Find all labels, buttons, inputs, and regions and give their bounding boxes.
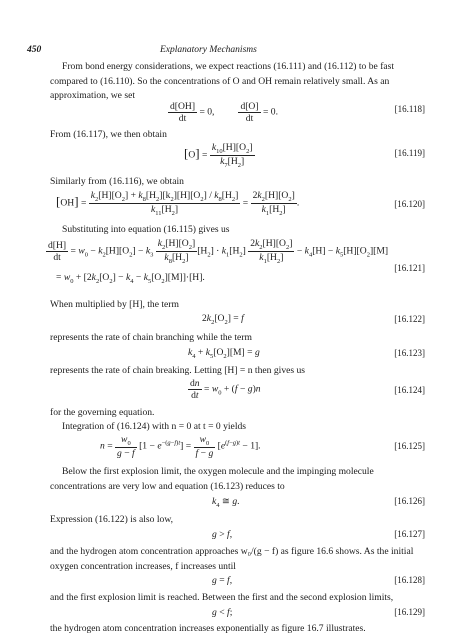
equation-16-123: $k_4 + k_5[O_2][M] = g$ — [188, 347, 260, 360]
paragraph-11: Expression (16.122) is also low, — [50, 514, 174, 525]
equation-number: [16.129] — [394, 607, 425, 617]
paragraph-14: the hydrogen atom concentration increases exponentially as figure 16.7 illustrates. — [50, 623, 366, 634]
equation-number: [16.125] — [394, 441, 425, 451]
equation-16-121: $\frac{d[H]}{dt}$ = $w_0 - k_2[H][O_2] - k_3$ $\frac{k_2[H][O_2]}{k_8[H_2]}$ $[H_2] \cdot k_1[H_2]$ $\frac{2k_2[H][O_2]}{k_1[H_2]}$ − $k_4[H] - k_5[H][O_2][M]$ — [48, 238, 389, 265]
equation-number: [16.119] — [394, 148, 425, 158]
page-number: 450 — [27, 45, 42, 55]
equation-number: [16.122] — [394, 314, 425, 324]
equation-number: [16.120] — [394, 199, 425, 209]
equation-16-124: $\frac{dn}{dt}$ = $w_0 + (f - g)n$ — [190, 378, 261, 401]
paragraph-10: Below the first explosion limit, the oxygen molecule and the impinging molecule concentrations are very low and equation (16.123) reduces to — [50, 466, 374, 492]
paragraph-4: Substituting into equation (16.115) gives us — [62, 224, 230, 235]
equation-16-126: $k_4$ ≅ g. — [212, 496, 240, 509]
paragraph-3: Similarly from (16.116), we obtain — [50, 176, 184, 187]
equation-16-122: $2k_2[O_2] = f$ — [202, 313, 244, 326]
equation-16-129: g < f; — [212, 607, 233, 618]
equation-16-127: g > f, — [212, 529, 233, 540]
paragraph-7: represents the rate of chain breaking. Letting [H] = n then gives us — [50, 365, 306, 376]
equation-number: [16.128] — [394, 575, 425, 585]
equation-number: [16.126] — [394, 496, 425, 506]
paragraph-9: Integration of (16.124) with n = 0 at t = 0 yields — [62, 421, 247, 432]
equation-16-121-line-2: = $w_0 + [2k_2[O_2] - k_4 - k_5[O_2][M]]\cdot[H]$. — [56, 272, 205, 285]
equation-number: [16.123] — [394, 348, 425, 358]
equation-number: [16.121] — [394, 263, 425, 273]
equation-16-118: $\frac{d[OH]}{dt}$ = 0, $\frac{d[O]}{dt}$ = 0. — [170, 101, 278, 124]
equation-16-125: n = $\frac{w_0}{g - f}$ $[1 - e^{-(g-f)t}]$ = $\frac{w_0}{f - g}$ $[e^{(f-g)t} - 1]$. — [100, 434, 261, 459]
paragraph-2: From (16.117), we then obtain — [50, 129, 167, 140]
equation-16-119: [O] = $\frac{k_{10}[H][O_2]}{k_7[H_2]}$ — [184, 142, 253, 169]
paragraph-8: for the governing equation. — [50, 407, 155, 418]
equation-number: [16.124] — [394, 385, 425, 395]
paragraph-1: From bond energy considerations, we expect reactions (16.111) and (16.112) to be fast compared to (16.110). So the concentrations of O and OH remain relatively small. As an approximation, we set — [50, 61, 395, 102]
paragraph-12: and the hydrogen atom concentration approaches w₀/(g − f) as figure 16.6 shows. As the initial oxygen concentration increases, f increases until — [50, 546, 414, 572]
paragraph-5: When multiplied by [H], the term — [50, 299, 179, 310]
running-title: Explanatory Mechanisms — [160, 45, 257, 55]
equation-16-120: [OH] = $\frac{k_2[H][O_2] + k_8[H_2][k_2][H][O_2] / k_8[H_2]}{k_{11}[H_2]}$ = $\frac{2k_2[H][O_2]}{k_1[H_2]}$ . — [56, 190, 300, 217]
paragraph-13: and the first explosion limit is reached. Between the first and the second explosion limits, — [50, 592, 394, 603]
equation-number: [16.118] — [394, 104, 425, 114]
equation-16-128: g = f, — [212, 575, 233, 586]
equation-number: [16.127] — [394, 529, 425, 539]
paragraph-6: represents the rate of chain branching while the term — [50, 332, 252, 343]
